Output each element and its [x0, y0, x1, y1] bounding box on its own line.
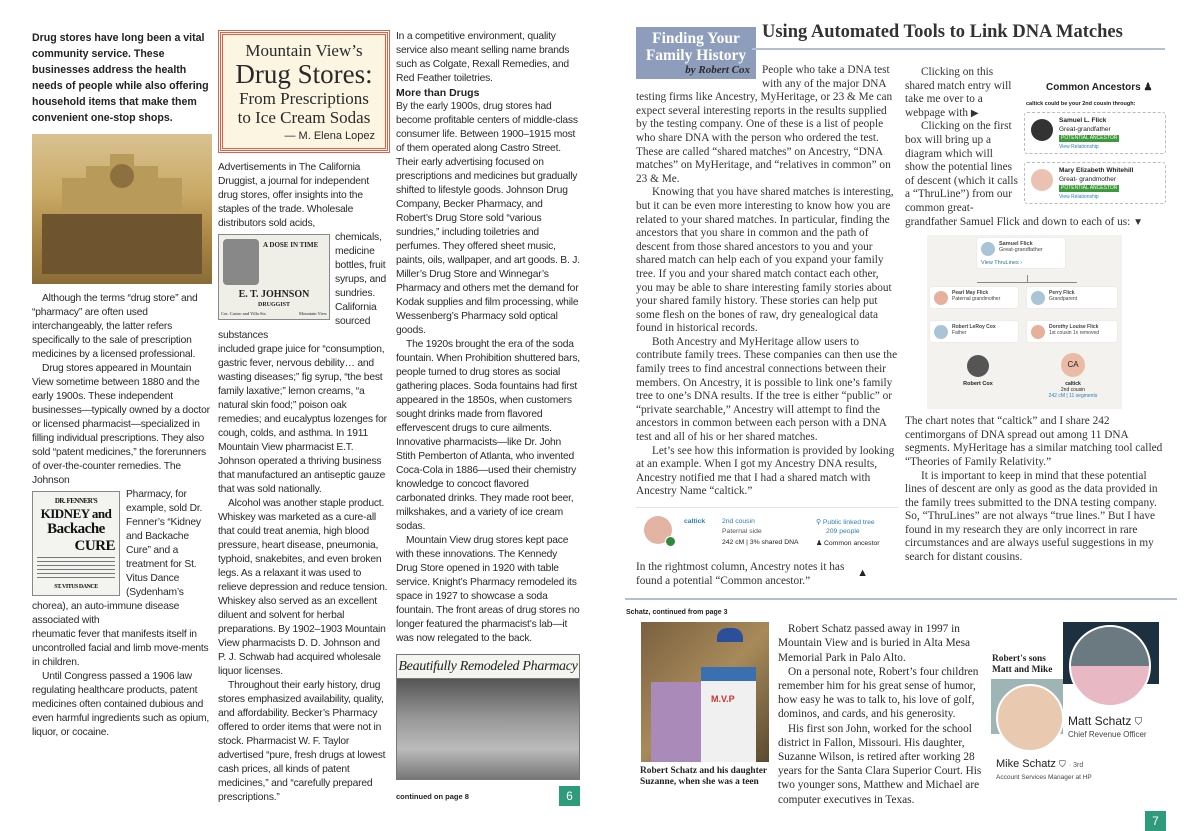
avatar	[967, 355, 989, 377]
page-footer	[636, 811, 1166, 831]
fenner-wrap	[32, 488, 212, 740]
node-relation: Father	[952, 330, 967, 337]
connection-degree: · 3rd	[1068, 762, 1084, 770]
title-line: Mountain View’s	[245, 41, 363, 60]
image-caption: Beautifully Remodeled Pharmacy	[397, 655, 579, 679]
ad-line: KIDNEY and	[40, 506, 112, 521]
schatz-photo-block	[636, 622, 770, 788]
arrow-down-icon: ▼	[1133, 216, 1143, 228]
remodeled-pharmacy-image	[396, 654, 580, 780]
dna-column-2b	[905, 415, 1166, 565]
after-card-wrap	[636, 561, 898, 588]
potential-ancestor-badge: POTENTIAL ANCESTOR	[1061, 185, 1118, 191]
paragraph: It is important to keep in mind that these potential lines of descent are only as good as the data provided in the family trees submitted to the DNA testing company. So, “ThruLines” are not always “true lines.” But I have found in my research they are only incorrect in rare circumstances and are always useful suggestions in my search for distant cousins.	[905, 469, 1158, 564]
mike-name	[996, 758, 1083, 772]
ancestor-relation: Great-grandfather	[1059, 126, 1111, 133]
view-relationship-link[interactable]: View Relationship	[1059, 194, 1099, 200]
matt-title: Chief Revenue Officer	[1068, 730, 1147, 740]
ad-name: E. T. JOHNSON	[238, 289, 310, 300]
ad-line: DR. FENNER'S	[54, 497, 98, 505]
ancestor-icon: ♟	[816, 540, 824, 547]
paragraph: Advertisements in The California Druggist, a journal for independent drug stores, offer insights into the staples of the trade. Wholesale distributors sold acids,	[218, 162, 369, 229]
column-1-end-text	[32, 628, 212, 740]
widget-subtitle: caltick could be your 2nd cousin through:	[1026, 101, 1136, 107]
paragraph: The 1920s brought the era of the soda fountain. When Prohibition shuttered bars, people turned to drug stores as social gathering places. Soda fountains had first appeared in the 1850s, when customers sought drinks made from flavored effervescent drugs to cure ailments. Innovative pharmacists—like Dr. John Stith Pemberton of Atlanta, who invented Coca-Cola in 1886—used their chemistry knowledge to concoct flavored carbonated drinks. They made root beer, milkshakes, and a variety of ice cream sodas.	[396, 339, 580, 532]
paragraph: included grape juice for “consumption, gastric fever, nervous debility… and wasting diseases;” fig syrup, “the best family laxative;” lemon creams, “a natural skin food;” poison oak remedies; and eucalyptus lozenges for cough, colds, and asthma. In 1911 Mountain View pharmacist E.T. Johnson operated a thriving business that manufactured an antiseptic gauze that was sold nationally.	[218, 344, 387, 495]
node-name: Robert LeRoy Cox	[952, 324, 996, 331]
schatz-text	[778, 622, 983, 807]
paragraph: Knowing that you have shared matches is interesting, but it can be even more interesting to know how you are related to your shared matches. In particular, finding the ancestors that you share in common and the path of descent from those shared ancestors to you and your shared match can help each of you expand your family tree. If you and your shared match contact each other, you may be able to share interesting family stories about your shared family history. These stories can help put some flesh on the bones of raw, dry genealogical data found in historical records.	[636, 186, 894, 335]
paragraph: In the rightmost column, Ancestry notes it has found a potential “Common ancestor.”	[636, 561, 845, 587]
title-line: to Ice Cream Sodas	[237, 108, 371, 127]
verified-shield-icon: ⛉	[1058, 759, 1066, 770]
arrow-up-icon: ▲	[857, 567, 868, 579]
paragraph: chemicals, medicine bottles, fruit syrups, and sundries. California sourced substances	[218, 232, 387, 341]
lede-paragraph: Drug stores have long been a vital community service. These businesses address the health needs of people while also offering household items that make them convenient one-stop shops.	[32, 32, 209, 124]
paragraph: On a personal note, Robert’s four children remember him for his great sense of humor, how easy he was to talk to, his love of golf, dominos, and cards, and his generosity.	[778, 665, 979, 721]
ancestor-relation: Great- grandmother	[1059, 176, 1117, 183]
match-shared-dna: 242 cM | 3% shared DNA	[722, 539, 799, 546]
node-relation: 1st cousin 1x removed	[1049, 330, 1100, 337]
continued-note: Schatz, continued from page 3	[626, 609, 728, 617]
node-name: Perry Flick	[1049, 290, 1075, 297]
match-shared[interactable]: 242 cM | 11 segments	[1048, 393, 1098, 400]
left-page	[32, 30, 580, 806]
column-header	[636, 27, 756, 79]
schatz-row	[636, 622, 1166, 807]
match-name-link[interactable]: caltick	[684, 518, 706, 525]
paragraph: Let’s see how this information is provided by looking at an example. When I got my Ancestry DNA results, Ancestry notified me that I had a shared match with Ancestry Name “caltick.”	[636, 444, 895, 498]
node-relation: Paternal grandmother	[952, 296, 1001, 303]
article-title-box	[220, 32, 388, 151]
paragraph-text: Clicking on the first box will bring up a diagram which will show the potential lines of descent (which it calls a “ThruLine”) from our common great-grandfather Samuel Flick and down to each of us:	[905, 120, 1131, 228]
dr-fenner-ad-image	[32, 491, 120, 596]
ad-line: ST. VITUS DANCE	[54, 584, 98, 590]
column-a	[32, 30, 212, 740]
ad-title: DRUGGIST	[257, 302, 290, 308]
paragraph-text: Clicking on this shared match entry will take me over to a webpage with	[905, 66, 1012, 119]
paragraph: Mountain View drug stores kept pace with these innovations. The Kennedy Drug Store opened in 1920 with table service. Knight’s Pharmacy remodeled its space in 1927 to showcase a soda fountain. The front areas of drug stores no longer featured the pharmacist’s lab—it was now relegated to the back.	[396, 535, 580, 644]
widget-title	[1024, 82, 1166, 93]
tree-node[interactable]	[930, 321, 1018, 342]
tree-node[interactable]	[930, 287, 1018, 308]
dna-article	[636, 22, 1166, 588]
sons-caption: Robert's sons Matt and Mike	[992, 654, 1053, 676]
widget-title-text: Common Ancestors	[1046, 82, 1141, 93]
tree-people-count[interactable]: 209 people	[826, 528, 860, 535]
tree-node-top[interactable]	[977, 238, 1065, 268]
title-rule	[752, 48, 1165, 50]
ad-headline: A DOSE IN TIME	[263, 241, 319, 249]
node-name: Dorothy Louise Flick	[1049, 324, 1099, 331]
match-side: Paternal side	[722, 528, 762, 535]
title-line: From Prescriptions	[239, 89, 369, 108]
section-heading: More than Drugs	[396, 87, 480, 99]
column-1-text	[32, 292, 212, 488]
paragraph: In a competitive environment, quality service also meant selling name brands such as Colgate, Rexall Remedies, and Red Feather toiletries.	[396, 31, 570, 84]
view-thrulines-link[interactable]: View ThruLines ›	[981, 260, 1023, 267]
photo-caption: Robert Schatz and his daughter Suzanne, when she was a teen	[640, 766, 767, 788]
ancestor-card[interactable]	[1024, 112, 1166, 154]
schatz-section	[626, 608, 1166, 831]
author-byline: by Robert Cox	[685, 64, 750, 76]
ad-line: Backache	[47, 521, 105, 537]
continued-note: continued on page 8	[396, 791, 469, 801]
column-b	[218, 30, 390, 805]
etjohnson-wrap	[218, 231, 390, 343]
name-text: Matt Schatz	[1068, 714, 1132, 729]
node-name: Pearl May Flick	[952, 290, 989, 297]
tree-label: Public linked tree	[822, 519, 875, 526]
page-number: 6	[559, 786, 580, 806]
title-line: Drug Stores:	[235, 59, 373, 89]
verified-shield-icon: ⛉	[1134, 717, 1143, 729]
ad-intro-text	[218, 161, 390, 231]
paragraph: By the early 1900s, drug stores had become profitable centers of middle-class consumer life. Between 1900–1915 most of them operated along Castro Street. Their early advertising focused on prescriptions and medicines but gradually shifted to lifestyle goods. Johnson Drug Company, Becker Pharmacy, and Robert’s Drug Store sold “various sundries,” including toiletries and perfumes. They offered sheet music, paints, oils, wallpaper, and art goods. B. J. Miller’s Drug Store and Winnegar’s Pharmacy and others met the demand for Kodak supplies and film processing, while Wessenberg’s Pharmacy sold optical goods.	[396, 101, 580, 336]
common-ancestor-link[interactable]	[816, 539, 880, 547]
column-2a-wrap	[905, 66, 1166, 229]
link-text: View ThruLines	[981, 260, 1019, 267]
dna-column-2	[905, 66, 1166, 565]
paragraph: Pharmacy, for example, sold Dr. Fenner’s “Kidney and Backache Cure” and a treatment for St. Vitus Dance (Sydenham’s chorea), an auto-immune disease associated with	[32, 489, 203, 626]
match-name: caltick	[1065, 381, 1081, 388]
ancestors-icon: ♟	[1143, 82, 1153, 93]
paragraph: People who take a DNA test with any of the major DNA testing firms like Ancestry, MyHeritage, or 23 & Me can expect several interesting reports in the results supplied by the testing company. One of these is a list of people who share DNA with the person who ordered the test. These are called “shared matches” on Ancestry, “DNA matches” on MyHeritage, and “relatives in common” on 23 & Me.	[636, 64, 893, 185]
paragraph: His first son John, worked for the school district in Fallon, Missouri. His daughter, Suzanne Wilson, is retired after working 28 years for the Santa Clara Superior Court. His two younger sons, Matthew and Michael are computer executives in Texas.	[778, 722, 982, 806]
article-title: Using Automated Tools to Link DNA Matches	[762, 22, 1123, 42]
paragraph-group	[396, 100, 580, 646]
tree-icon: ⚲	[816, 519, 823, 526]
ancestor-name: Samuel L. Flick	[1059, 117, 1107, 124]
name-text: Mike Schatz	[996, 758, 1056, 771]
match-relation: 2nd cousin	[1060, 387, 1086, 394]
paragraph: Robert Schatz passed away in 1997 in Mountain View and is buried in Alta Mesa Memorial Park in Palo Alto.	[778, 623, 971, 664]
common-ancestor-label: Common ancestor	[823, 540, 880, 547]
paragraph: Until Congress passed a 1906 law regulating healthcare products, patent medicines often contained dubious and even harmful ingredients such as opium, liquor, or cocaine.	[32, 671, 210, 738]
tree-node[interactable]	[1027, 321, 1117, 342]
column-3-text	[396, 30, 580, 806]
author-byline: — M. Elena Lopez	[284, 130, 375, 142]
mike-schatz-photo	[996, 684, 1064, 752]
match-relation: 2nd cousin	[722, 518, 755, 525]
view-relationship-link[interactable]: View Relationship	[1059, 144, 1099, 150]
right-page	[626, 22, 1166, 831]
potential-ancestor-badge: POTENTIAL ANCESTOR	[1061, 135, 1118, 141]
paragraph-group	[396, 30, 580, 86]
et-johnson-ad-image	[218, 234, 330, 320]
sons-block	[991, 622, 1161, 790]
match-info	[1038, 381, 1108, 399]
node-relation: Great-grandfather	[999, 247, 1043, 254]
ancestor-card[interactable]	[1024, 162, 1166, 204]
paragraph: Although the terms “drug store” and “pharmacy” are often used interchangeably, the latter refers specifically to the sale of prescription medicines by a licensed professional.	[32, 293, 198, 360]
arrow-right-icon: ▶	[970, 107, 979, 119]
page-footer	[396, 786, 580, 806]
paragraph: Alcohol was another staple product. Whiskey was marketed as a cure-all that could treat anemia, high blood pressure, heart disease, pneumonia, typhoid, snakebites, and even broken legs. As a relaxant it was used to relieve depression and reduce tension. Whiskey also served as an excellent diluent and solvent for herbal preparations. By 1902–1903 Mountain View pharmacists D. D. Johnson and P. J. Schwab had acquired wholesale liquor licenses.	[218, 498, 388, 677]
column-header-line: Finding Your	[652, 30, 740, 47]
dna-column-1	[636, 22, 898, 588]
column-header-line: Family History	[645, 47, 747, 64]
node-name: Samuel Flick	[999, 241, 1033, 248]
schatz-daughter-photo	[641, 622, 769, 762]
thruline-diagram	[927, 235, 1122, 409]
paragraph: Both Ancestry and MyHeritage allow users to contribute family trees. These companies can then use the family trees to find ancestral connections between their members. On Ancestry, it is possible to link one’s family tree to one’s DNA results. If the tree is either “public” or “private searchable,” Ancestry will attempt to find the ancestors in common between each person with a DNA test and all of his or her shared matches.	[636, 335, 898, 444]
section-divider	[625, 598, 1177, 600]
drugstore-photo	[32, 134, 212, 284]
tree-link[interactable]	[816, 518, 875, 526]
self-name: Robert Cox	[963, 381, 993, 388]
paragraph: The chart notes that “caltick” and I share 242 centimorgans of DNA spread out among 11 DNA segments. MyHeritage has a similar matching tool called “Theories of Family Relativity.”	[905, 415, 1163, 468]
paragraph: Throughout their early history, drug stores emphasized availability, quality, and affordability. Becker’s Pharmacy offered to order items that were not in stock. Pharmacist W. F. Taylor advertised “pure, fresh drugs at lowest cash prices, all kinds of patent medicines,” and “carefully prepared prescriptions.”	[218, 680, 386, 803]
shirt-text: M.V.P	[711, 694, 735, 705]
match-card[interactable]	[636, 507, 898, 557]
column-2-text	[218, 343, 390, 805]
paragraph: Drug stores appeared in Mountain View sometime between 1880 and the early 1900s. These independent businesses—typically owned by a doctor or licensed pharmacist—specialized in filling individual prescriptions. They also sold “patent medicines,” the forerunners of over-the-counter remedies. The Johnson	[32, 363, 210, 486]
paragraph: rheumatic fever that manifests itself in uncontrolled facial and limb move-ments in children.	[32, 629, 209, 668]
ad-city: Mountain View	[298, 311, 327, 316]
ad-address: Cor. Castro and Villa Sts.	[221, 311, 267, 316]
matt-name	[1068, 714, 1142, 730]
paragraph-group	[636, 22, 898, 499]
ad-line: CURE	[74, 538, 115, 554]
common-ancestors-widget	[1024, 82, 1166, 204]
tree-node[interactable]	[1027, 287, 1117, 308]
node-relation: Grandparent	[1049, 296, 1078, 303]
ancestor-name: Mary Elizabeth Whitehill	[1059, 167, 1134, 174]
matt-schatz-photo	[1069, 625, 1151, 707]
match-avatar: CA	[1061, 353, 1085, 377]
page-number: 7	[1145, 811, 1166, 831]
mike-title: Account Services Manager at HP	[996, 774, 1092, 782]
